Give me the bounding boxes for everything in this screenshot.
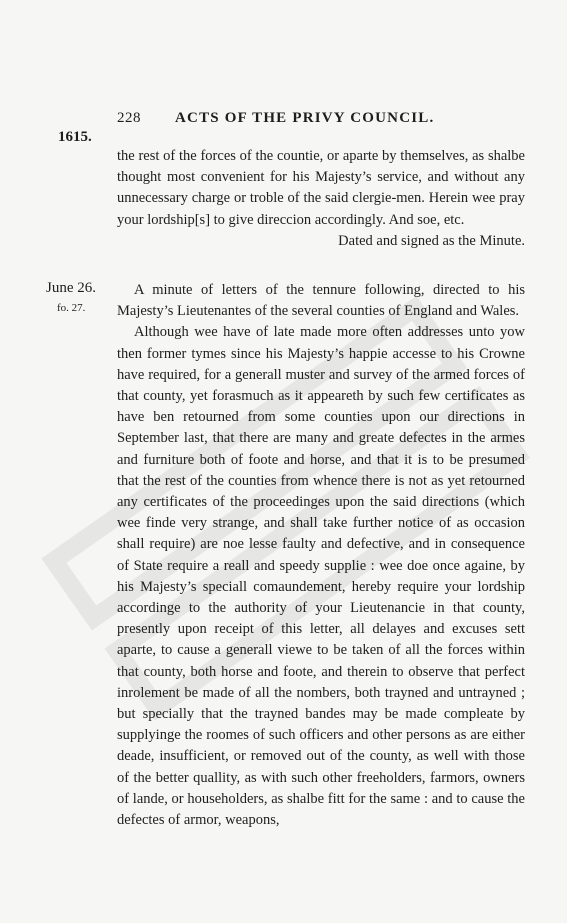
margin-folio: fo. 27.	[57, 302, 86, 314]
signature-note: Dated and signed as the Minute.	[338, 232, 525, 249]
paragraph-minute: A minute of letters of the tennure following, directed to his Majesty’s Lieutenantes of the several counties of England and Wales.	[117, 282, 525, 320]
paragraph-letter: Although wee have of late made more often addresses unto yow then former tymes since his Majesty’s happie accesse to his Crowne have required, for a generall muster and survey of the armed forces of that county, yet forasmuch as it appeareth by such few certificates as have ben retourned from some counties upon our directions in September last, that there are many and greate defectes in the armes and furniture both of foote and horse, and that it is to be presumed that the rest of the counties from whence there is not as yet retourned any certificates of the proceedinges upon the said directions (which wee finde very strange, and shall take further notice of as occasion shall require) are noe lesse faulty and defective, and in consequence of State require a reall and speedy supplie : wee doe once againe, by his Majesty’s speciall comaundement, hereby require your lordship accordinge to the authority of your Lieutenancie in that county, presently upon receipt of this letter, all delayes and excuses sett aparte, to cause a generall viewe to be taken of all the forces within that county, both horse and foote, and therein to observe that perfect inrolement be made of all the nombers, both trayned and untrayned ; but specially that the trayned bandes may be made compleate by supplyinge the roomes of such officers and other persons as are either deade, insufficient, or removed out of the county, as well with those of the better quallity, as with such other freeholders, farmors, owners of lande, or householders, as shalbe fitt for the same : and to cause the defectes of armor, weapons,	[117, 324, 525, 829]
paragraph-continuation: the rest of the forces of the countie, or aparte by themselves, as shalbe thought most convenient for his Majesty’s service, and without any unnecessary charge or troble of the said clergie-men. Herein wee pray your lordship[s] to give direccion accordingly. And soe, etc.	[117, 148, 525, 228]
margin-year: 1615.	[58, 129, 92, 145]
margin-date: June 26.	[46, 280, 96, 296]
text-block-minute	[117, 280, 525, 831]
running-title: ACTS OF THE PRIVY COUNCIL.	[175, 110, 435, 126]
page-number: 228	[117, 110, 141, 126]
text-block-continuation	[117, 146, 525, 252]
running-header	[117, 110, 525, 132]
